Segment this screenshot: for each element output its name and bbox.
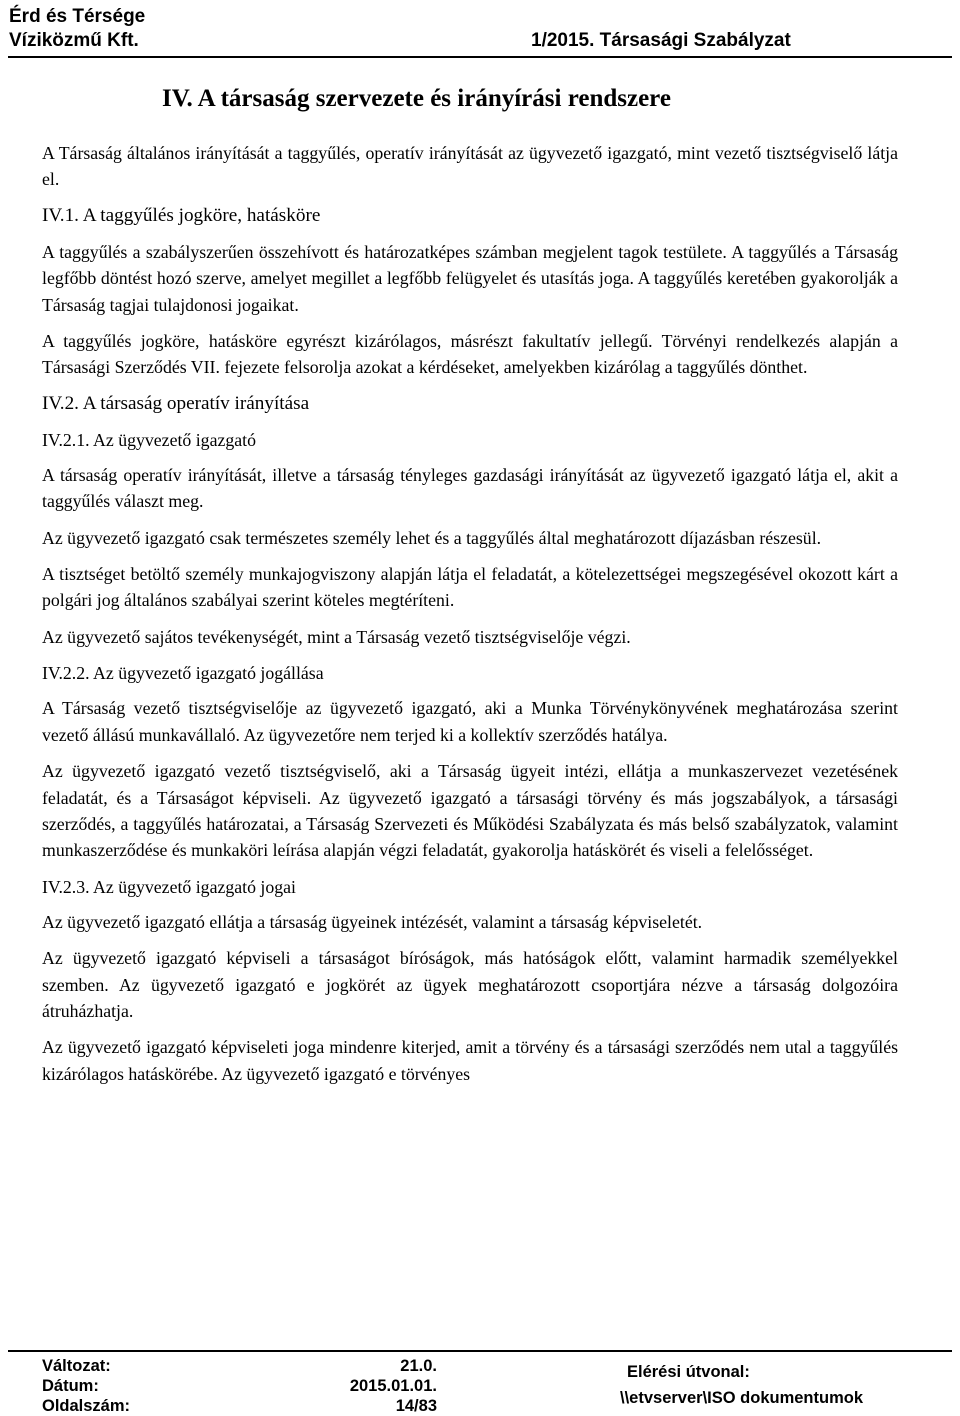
paragraph: Az ügyvezető igazgató csak természetes személy lehet és a taggyűlés által meghatározott díjazásban részesül. <box>42 527 822 548</box>
paragraph: A társaság operatív irányítását, illetve a társaság tényleges gazdasági irányítását az ügyvezető igazgató látja el, akit a taggyűlés választ meg. <box>42 464 898 512</box>
paragraph: A Társaság vezető tisztségviselője az ügyvezető igazgató, aki a Munka Törvénykönyvének meghatározása szerint vezető állású munkavállaló. Az ügyvezetőre nem terjed ki a kollektív szerződés hatálya. <box>42 698 898 745</box>
subsection-heading: IV.2.1. Az ügyvezető igazgató <box>42 429 256 450</box>
path-label: Elérési útvonal: <box>627 1363 750 1381</box>
path-value: \\etvserver\ISO dokumentumok <box>620 1389 863 1407</box>
page-number-value: 14/83 <box>395 1397 437 1415</box>
paragraph: A tisztséget betöltő személy munkajogviszony alapján látja el feladatát, a kötelezettségei megszegésével okozott kárt a polgári jog általános szabályai szerint köteles megtéríteni. <box>42 564 898 611</box>
paragraph: A taggyűlés jogköre, hatásköre egyrészt kizárólagos, másrészt fakultatív jellegű. Törvényi rendelkezés alapján a Társasági Szerződés VII. fejezete felsorolja azokat a kérdéseket, amelyekben kizárólag a taggyűlés dönthet. <box>42 331 898 378</box>
page-number-label: Oldalszám: <box>42 1397 131 1415</box>
document-title: 1/2015. Társasági Szabályzat <box>531 30 791 51</box>
company-name-line1: Érd és Térsége <box>9 6 146 27</box>
page-footer <box>0 1350 960 1416</box>
chapter-heading: IV. A társaság szervezete és irányírási rendszere <box>162 85 671 112</box>
header-divider <box>8 56 952 58</box>
section-heading: IV.2. A társaság operatív irányítása <box>42 392 310 414</box>
paragraph: A Társaság általános irányítását a taggyűlés, operatív irányítását az ügyvezető igazgató, mint vezető tisztségviselő látja el. <box>42 143 898 190</box>
section-heading: IV.1. A taggyűlés jogköre, hatásköre <box>42 204 321 226</box>
paragraph: Az ügyvezető igazgató vezető tisztségviselő, aki a Társaság ügyeit intézi, ellátja a munkaszervezet vezetésének feladatát, és a Társaságot képviseli. Az ügyvezető igazgató a társasági törvény és más jogszabályok, a társasági szerződés, a taggyűlés határozatai, a Társaság Szervezeti és Működési Szabályzata és más belső szabályzatok, valamint munkaszerződése és munkaköri leírása alapján végzi feladatát, gyakorolja hatáskörét és viseli a felelősséget. <box>42 761 898 861</box>
paragraph: A taggyűlés a szabályszerűen összehívott és határozatképes számban megjelent tagok testülete. A taggyűlés a Társaság legfőbb döntést hozó szerve, amelyet megillet a legfőbb felügyelet és utasítás joga. A taggyűlés keretében gyakorolják a Társaság tagjai tulajdonosi jogaikat. <box>42 241 898 315</box>
page-header <box>0 0 960 62</box>
version-value: 21.0. <box>400 1357 437 1375</box>
document-body <box>42 82 898 1097</box>
date-value: 2015.01.01. <box>349 1377 437 1395</box>
paragraph: Az ügyvezető igazgató képviseleti joga mindenre kiterjed, amit a törvény és a társasági szerződés nem utal a taggyűlés kizárólagos hatáskörébe. Az ügyvezető igazgató e törvényes <box>42 1037 898 1084</box>
company-name-line2: Víziközmű Kft. <box>9 30 139 51</box>
date-label: Dátum: <box>42 1377 99 1395</box>
subsection-heading: IV.2.3. Az ügyvezető igazgató jogai <box>42 876 296 897</box>
paragraph: Az ügyvezető igazgató képviseli a társaságot bíróságok, más hatóságok előtt, valamint harmadik személyekkel szemben. Az ügyvezető igazgató e jogkörét az ügyek meghatározott csoportjára nézve a társaság dolgozóira átruházhatja. <box>42 948 898 1021</box>
footer-divider <box>8 1350 952 1352</box>
paragraph: Az ügyvezető sajátos tevékenységét, mint a Társaság vezető tisztségviselője végzi. <box>42 626 631 647</box>
version-label: Változat: <box>42 1357 111 1375</box>
section-content <box>42 140 898 1087</box>
paragraph: Az ügyvezető igazgató ellátja a társaság ügyeinek intézését, valamint a társaság képviseletét. <box>42 911 703 932</box>
subsection-heading: IV.2.2. Az ügyvezető igazgató jogállása <box>42 663 324 684</box>
